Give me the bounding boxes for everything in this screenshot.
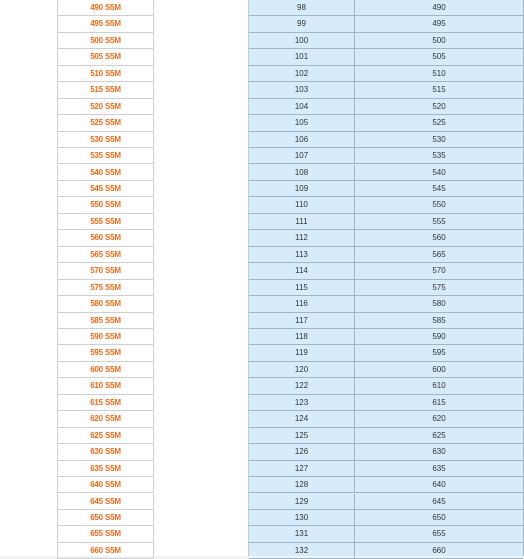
belt-length-cell: 510 [355, 66, 523, 82]
belt-length-cell: 590 [355, 329, 523, 345]
teeth-count-cell: 130 [249, 510, 355, 526]
belt-length-cell: 615 [355, 395, 523, 411]
table-row [0, 16, 524, 32]
belt-model-cell: 505 S5M [57, 49, 154, 65]
teeth-count-cell: 101 [249, 49, 355, 65]
table-row [0, 296, 524, 312]
table-row [0, 494, 524, 510]
belt-model-cell: 500 S5M [57, 33, 154, 49]
belt-length-cell: 570 [355, 263, 523, 279]
table-row [0, 247, 524, 263]
belt-model-cell: 565 S5M [57, 247, 154, 263]
belt-length-cell: 490 [355, 0, 523, 16]
belt-length-cell: 565 [355, 247, 523, 263]
belt-length-cell: 540 [355, 165, 523, 181]
belt-model-cell: 625 S5M [57, 428, 154, 444]
teeth-count-cell: 112 [249, 230, 355, 246]
belt-length-cell: 560 [355, 230, 523, 246]
belt-model-cell: 520 S5M [57, 99, 154, 115]
table-row [0, 0, 524, 16]
belt-length-cell: 530 [355, 132, 523, 148]
table-row [0, 444, 524, 460]
teeth-count-cell: 120 [249, 362, 355, 378]
teeth-count-cell: 129 [249, 494, 355, 510]
belt-model-cell: 580 S5M [57, 296, 154, 312]
belt-length-cell: 625 [355, 428, 523, 444]
teeth-count-cell: 132 [249, 543, 355, 559]
table-row [0, 33, 524, 49]
teeth-count-cell: 110 [249, 197, 355, 213]
belt-length-cell: 635 [355, 461, 523, 477]
teeth-count-cell: 117 [249, 313, 355, 329]
table-row [0, 197, 524, 213]
teeth-count-cell: 125 [249, 428, 355, 444]
belt-length-cell: 660 [355, 543, 523, 559]
teeth-count-cell: 102 [249, 66, 355, 82]
belt-length-cell: 655 [355, 526, 523, 542]
belt-model-cell: 540 S5M [57, 165, 154, 181]
belt-length-cell: 580 [355, 296, 523, 312]
table-row [0, 148, 524, 164]
belt-length-cell: 520 [355, 99, 523, 115]
teeth-count-cell: 131 [249, 526, 355, 542]
belt-model-cell: 655 S5M [57, 526, 154, 542]
teeth-count-cell: 126 [249, 444, 355, 460]
belt-length-cell: 595 [355, 345, 523, 361]
table-row [0, 411, 524, 427]
belt-model-cell: 590 S5M [57, 329, 154, 345]
teeth-count-cell: 115 [249, 280, 355, 296]
teeth-count-cell: 127 [249, 461, 355, 477]
belt-length-cell: 505 [355, 49, 523, 65]
belt-model-cell: 600 S5M [57, 362, 154, 378]
teeth-count-cell: 109 [249, 181, 355, 197]
table-row [0, 132, 524, 148]
teeth-count-cell: 122 [249, 378, 355, 394]
table-row [0, 66, 524, 82]
belt-model-cell: 515 S5M [57, 82, 154, 98]
table-row [0, 543, 524, 559]
belt-model-cell: 560 S5M [57, 230, 154, 246]
belt-length-cell: 630 [355, 444, 523, 460]
table-row [0, 115, 524, 131]
belt-model-cell: 635 S5M [57, 461, 154, 477]
teeth-count-cell: 104 [249, 99, 355, 115]
belt-model-cell: 555 S5M [57, 214, 154, 230]
table-row [0, 477, 524, 493]
belt-model-cell: 545 S5M [57, 181, 154, 197]
belt-length-cell: 645 [355, 494, 523, 510]
table-row [0, 230, 524, 246]
belt-model-cell: 610 S5M [57, 378, 154, 394]
belt-length-cell: 620 [355, 411, 523, 427]
belt-length-cell: 495 [355, 16, 523, 32]
teeth-count-cell: 128 [249, 477, 355, 493]
belt-model-cell: 575 S5M [57, 280, 154, 296]
belt-model-cell: 535 S5M [57, 148, 154, 164]
teeth-count-cell: 100 [249, 33, 355, 49]
belt-length-cell: 550 [355, 197, 523, 213]
belt-length-cell: 600 [355, 362, 523, 378]
belt-model-cell: 510 S5M [57, 66, 154, 82]
belt-model-cell: 495 S5M [57, 16, 154, 32]
teeth-count-cell: 107 [249, 148, 355, 164]
teeth-count-cell: 119 [249, 345, 355, 361]
belt-model-cell: 630 S5M [57, 444, 154, 460]
belt-length-cell: 650 [355, 510, 523, 526]
teeth-count-cell: 118 [249, 329, 355, 345]
belt-model-cell: 650 S5M [57, 510, 154, 526]
teeth-count-cell: 113 [249, 247, 355, 263]
teeth-count-cell: 98 [249, 0, 355, 16]
table-row [0, 313, 524, 329]
teeth-count-cell: 106 [249, 132, 355, 148]
belt-length-cell: 555 [355, 214, 523, 230]
belt-length-cell: 545 [355, 181, 523, 197]
belt-model-cell: 585 S5M [57, 313, 154, 329]
belt-model-cell: 550 S5M [57, 197, 154, 213]
teeth-count-cell: 108 [249, 165, 355, 181]
belt-length-cell: 535 [355, 148, 523, 164]
belt-model-cell: 525 S5M [57, 115, 154, 131]
belt-model-cell: 620 S5M [57, 411, 154, 427]
table-row [0, 526, 524, 542]
belt-length-cell: 575 [355, 280, 523, 296]
belt-length-cell: 515 [355, 82, 523, 98]
belt-model-cell: 615 S5M [57, 395, 154, 411]
table-row [0, 181, 524, 197]
belt-model-cell: 640 S5M [57, 477, 154, 493]
table-row [0, 214, 524, 230]
belt-model-cell: 645 S5M [57, 494, 154, 510]
belt-model-cell: 570 S5M [57, 263, 154, 279]
teeth-count-cell: 105 [249, 115, 355, 131]
table-row [0, 280, 524, 296]
belt-model-cell: 490 S5M [57, 0, 154, 16]
table-row [0, 263, 524, 279]
table-row [0, 510, 524, 526]
belt-length-cell: 500 [355, 33, 523, 49]
table-row [0, 461, 524, 477]
table-row [0, 428, 524, 444]
teeth-count-cell: 116 [249, 296, 355, 312]
teeth-count-cell: 124 [249, 411, 355, 427]
teeth-count-cell: 114 [249, 263, 355, 279]
belt-length-cell: 525 [355, 115, 523, 131]
table-row [0, 99, 524, 115]
table-row [0, 82, 524, 98]
table-row [0, 362, 524, 378]
table-row [0, 165, 524, 181]
teeth-count-cell: 123 [249, 395, 355, 411]
belt-length-cell: 640 [355, 477, 523, 493]
teeth-count-cell: 103 [249, 82, 355, 98]
teeth-count-cell: 99 [249, 16, 355, 32]
belt-model-cell: 595 S5M [57, 345, 154, 361]
teeth-count-cell: 111 [249, 214, 355, 230]
belt-model-cell: 660 S5M [57, 543, 154, 559]
table-row [0, 329, 524, 345]
table-row [0, 378, 524, 394]
belt-length-cell: 610 [355, 378, 523, 394]
table-row [0, 395, 524, 411]
table-row [0, 49, 524, 65]
belt-model-cell: 530 S5M [57, 132, 154, 148]
table-row [0, 345, 524, 361]
belt-length-cell: 585 [355, 313, 523, 329]
